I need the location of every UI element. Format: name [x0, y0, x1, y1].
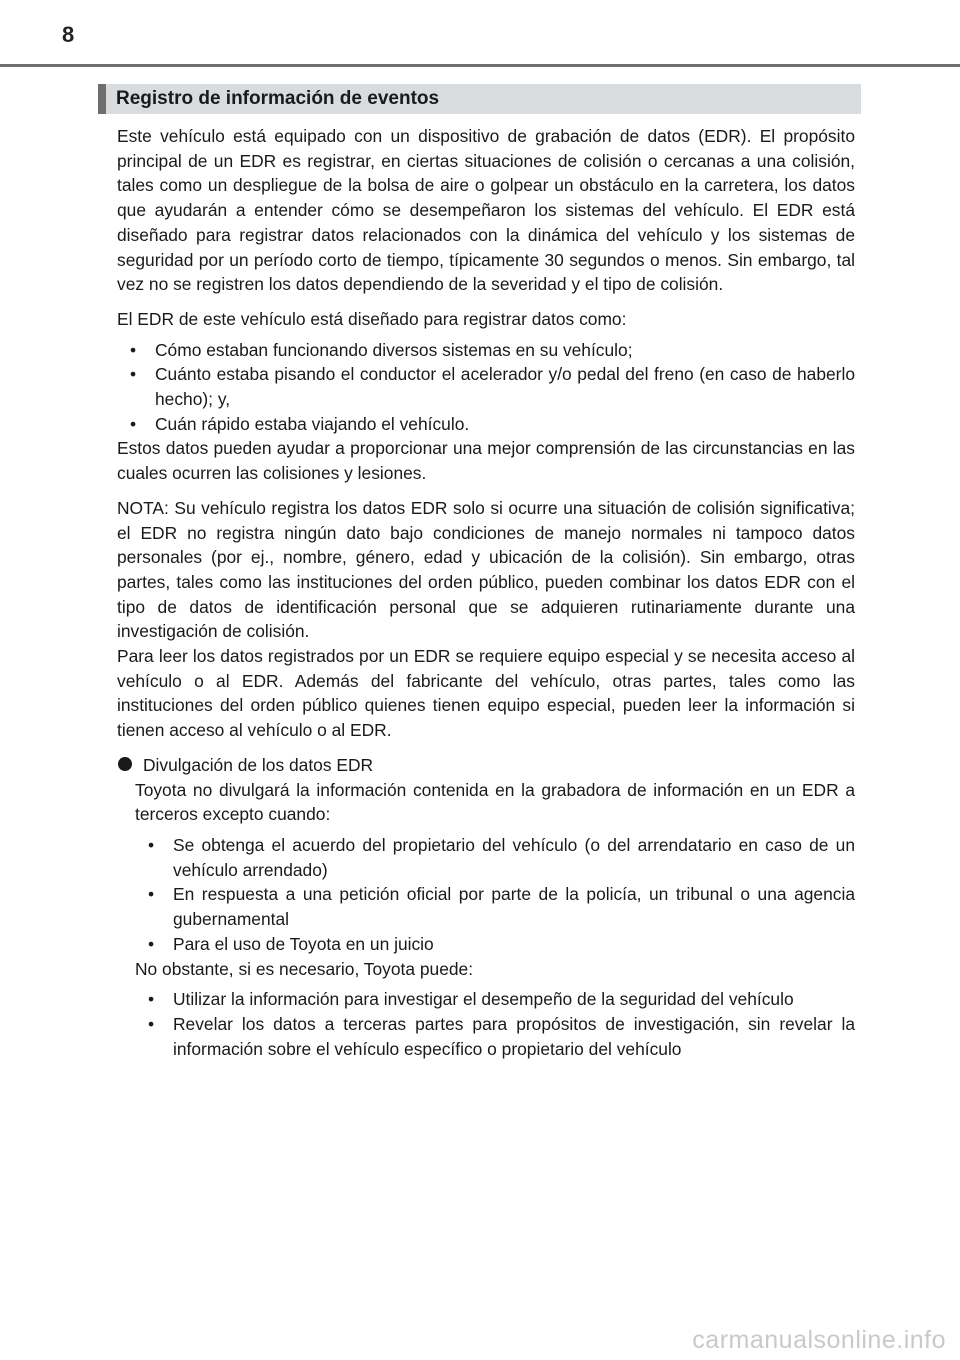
section-header [98, 84, 861, 114]
list-item: • Para el uso de Toyota en un juicio [135, 932, 855, 957]
disclosure-heading [117, 753, 855, 778]
disclosure-heading-text: Divulgación de los datos EDR [143, 754, 374, 775]
toyota-may-list [135, 987, 855, 1061]
section-title: Registro de información de eventos [116, 88, 440, 109]
watermark: carmanualsonline.info [692, 1326, 946, 1354]
list-item: • Se obtenga el acuerdo del propietario del vehículo (o del arrendatario en caso de un vehículo arrendado) [135, 833, 855, 882]
list-item: • Cuánto estaba pisando el conductor el acelerador y/o pedal del freno (en caso de haberlo hecho); y, [117, 362, 855, 411]
circle-bullet-icon [118, 757, 132, 771]
data-help-paragraph: Estos datos pueden ayudar a proporcionar una mejor comprensión de las circunstancias en las cuales ocurren las colisiones y lesiones. [117, 438, 855, 484]
disclosure-block [117, 778, 855, 1062]
list-item: • Revelar los datos a terceras partes para propósitos de investigación, sin revelar la información sobre el vehículo específico o propietario del vehículo [135, 1012, 855, 1061]
however-paragraph: No obstante, si es necesario, Toyota puede: [135, 958, 474, 979]
list-item: • En respuesta a una petición oficial por parte de la policía, un tribunal o una agencia gubernamental [135, 882, 855, 931]
header-rule [0, 64, 960, 67]
recorded-items-list [117, 338, 855, 437]
list-item: • Cuán rápido estaba viajando el vehículo. [117, 412, 855, 437]
page-number: 8 [62, 22, 75, 47]
list-item: • Cómo estaban funcionando diversos sistemas en su vehículo; [117, 338, 855, 363]
disclosure-exceptions-list [135, 833, 855, 957]
page-content [117, 124, 855, 1061]
intro-paragraph: Este vehículo está equipado con un dispositivo de grabación de datos (EDR). El propósito principal de un EDR es registrar, en ciertas situaciones de colisión o cercanas a una colisión, tales como un despliegue de la bolsa de aire o golpear un obstáculo en la carretera, los datos que ayudarán a entender cómo se desempeñaron los sistemas del vehículo. El EDR está diseñado para registrar datos relacionados con la dinámica del vehículo y los sistemas de seguridad por un período corto de tiempo, típicamente 30 segundos o menos. Sin embargo, tal vez no se registren los datos dependiendo de la severidad y el tipo de colisión. [117, 126, 855, 295]
designed-for-paragraph: El EDR de este vehículo está diseñado para registrar datos como: [117, 308, 627, 329]
reading-paragraph: Para leer los datos registrados por un EDR se requiere equipo especial y se necesita acceso al vehículo o al EDR. Además del fabricante del vehículo, otras partes, tales como las instituciones del orden público quienes tienen equipo especial, pueden leer la información si tienen acceso al vehículo o al EDR. [117, 646, 855, 741]
disclosure-intro: Toyota no divulgará la información contenida en la grabadora de información en un EDR a terceros excepto cuando: [135, 779, 855, 825]
nota-paragraph: NOTA: Su vehículo registra los datos EDR solo si ocurre una situación de colisión significativa; el EDR no registra ningún dato bajo condiciones de manejo normales ni tampoco datos personales (por ej., nombre, género, edad y ubicación de la colisión). Sin embargo, otras partes, tales como las instituciones del orden público, pueden combinar los datos EDR con el tipo de datos de identificación personal que se adquieren rutinariamente durante una investigación de colisión. [117, 497, 855, 642]
list-item: • Utilizar la información para investigar el desempeño de la seguridad del vehículo [135, 987, 855, 1012]
